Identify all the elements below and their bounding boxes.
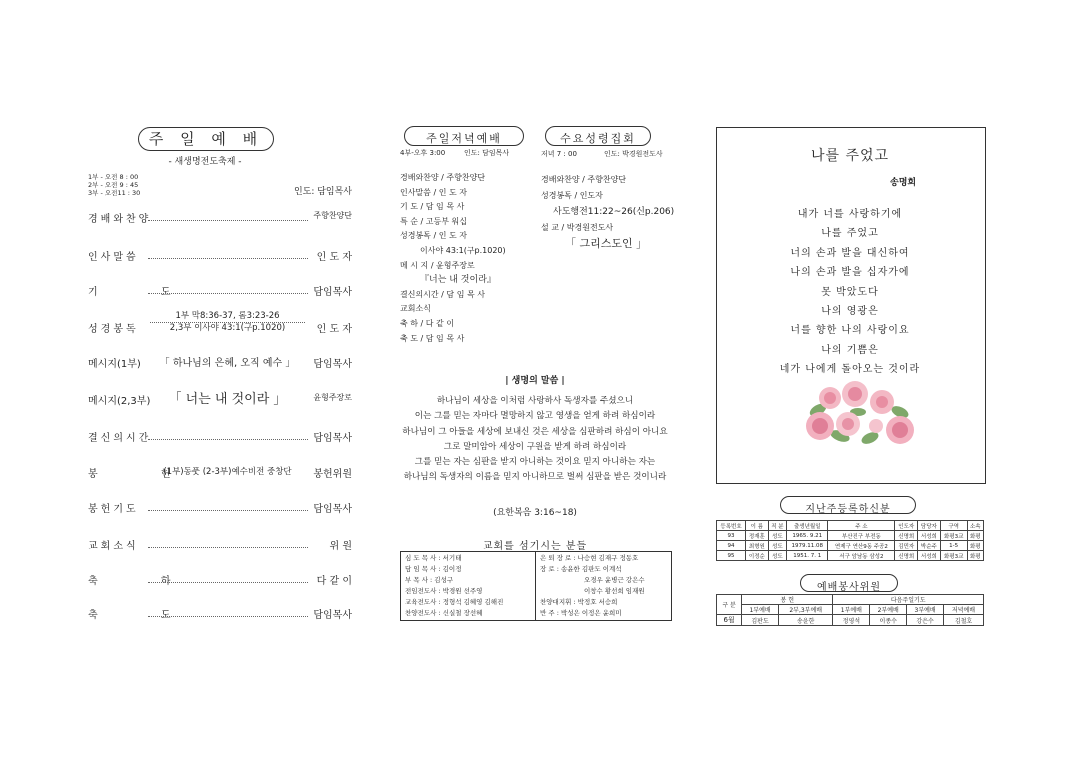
wednesday-time: 저녁 7 : 00 — [541, 150, 577, 158]
table-row — [717, 615, 984, 626]
order-label-8: 봉헌기도 — [88, 504, 139, 515]
table-header-row — [717, 521, 984, 531]
servant-left-4: 교육전도사 : 정형석 김혜영 김해진 — [405, 598, 504, 606]
table-cell: 93 — [717, 531, 746, 541]
poem-body — [716, 205, 984, 380]
table-cell: 서구 암남동 삼성2 — [828, 551, 895, 561]
table-cell: 김철호 — [944, 615, 984, 626]
evening-line-2: 기 도 / 담 임 목 사 — [400, 202, 465, 212]
evening-line-4: 성경봉독 / 인 도 자 — [400, 231, 467, 241]
evening-line-11: 축 도 / 담 임 목 사 — [400, 333, 465, 343]
evening-line-0: 경배와찬양 / 주향찬양단 — [400, 173, 486, 182]
rose-illustration — [800, 380, 922, 456]
evening-officiant: 인도: 담임목사 — [464, 149, 510, 157]
table-cell: 이종수 — [870, 615, 907, 626]
table-cell: 신명희 — [895, 531, 918, 541]
table-cell: 강은수 — [907, 615, 944, 626]
servant-right-4: 찬양대지휘 : 박정호 서승희 — [540, 598, 618, 606]
order-middle-7: (1부)동풋 (2-3부)예수비전 중창단 — [163, 467, 292, 477]
header-cell: 등록번호 — [717, 521, 746, 531]
volunteers-title — [800, 574, 898, 592]
table-row — [717, 541, 984, 551]
poem-line-2: 너의 손과 발을 대신하여 — [790, 247, 910, 259]
poem-line-6: 너를 향한 나의 사랑이요 — [790, 325, 910, 337]
poem-line-3: 나의 손과 발을 십자가에 — [790, 267, 910, 279]
poem-line-0: 내가 너를 사랑하기에 — [797, 209, 903, 220]
servants-left — [405, 553, 533, 619]
word-line-0: 하나님이 세상을 이처럼 사랑하사 독생자를 주셨으니 — [436, 396, 634, 406]
leader — [148, 258, 308, 259]
header-cell: 담당자 — [918, 521, 941, 531]
evening-line-1: 인사말씀 / 인 도 자 — [400, 187, 467, 197]
table-subheader-row — [717, 605, 984, 615]
order-right-3: 인 도 자 — [316, 324, 352, 335]
morning-officiant: 인도: 담임목사 — [293, 187, 352, 197]
wednesday-order — [541, 172, 674, 252]
time-3: 3부 - 오전11 : 30 — [88, 189, 141, 197]
leader — [148, 293, 308, 294]
table-cell: 1965. 9.21 — [787, 531, 828, 541]
header-cell: 직 분 — [768, 521, 786, 531]
subheader-cell: 1부예배 — [742, 605, 779, 615]
subheader-cell: 2부,3부예배 — [779, 605, 833, 615]
order-right-0: 주향찬양단 — [313, 211, 352, 220]
servants-divider — [535, 552, 536, 620]
order-label-9: 교회소식 — [88, 541, 139, 552]
newcomers-title-text: 지난주등록하신분 — [805, 504, 891, 515]
table-cell: 신명희 — [895, 551, 918, 561]
order-right-2: 담임목사 — [313, 287, 352, 298]
word-title: | 생명의 말씀 | — [505, 376, 565, 386]
leader — [148, 510, 308, 511]
poem-author: 송명희 — [890, 178, 917, 188]
volunteers-title-text: 예배봉사위원 — [817, 582, 881, 593]
table-cell: 94 — [717, 541, 746, 551]
table-header-row — [717, 595, 984, 605]
header-cell: 출생년월일 — [787, 521, 828, 531]
order-label-2: 기 도 — [88, 287, 201, 298]
word-line-3: 그로 말미암아 세상이 구원을 받게 하려 하심이라 — [443, 441, 627, 452]
poem-title: 나를 주었고 — [810, 148, 890, 164]
wednesday-title-text: 수요성령집회 — [560, 132, 636, 145]
volunteers-table — [716, 594, 984, 626]
newcomers-table — [716, 520, 984, 561]
time-1: 1부 - 오전 8 : 00 — [88, 173, 139, 181]
wednesday-line-0: 경배와찬양 / 주향찬양단 — [541, 175, 627, 184]
table-cell: 화평 — [967, 541, 983, 551]
wednesday-line-1: 성경봉독 / 인도자 — [541, 191, 603, 200]
leader — [148, 547, 308, 548]
order-right-9: 위 원 — [329, 541, 352, 552]
scripture-2: 2,3부 이사야 43:1(구p.1020) — [169, 323, 286, 333]
order-right-5: 윤형주장로 — [313, 393, 352, 402]
word-reference: (요한복음 3:16~18) — [493, 508, 577, 518]
month-cell: 6월 — [717, 615, 742, 626]
evening-line-9: 교회소식 — [400, 304, 431, 314]
evening-order — [400, 171, 506, 346]
order-label-11: 축 도 — [88, 610, 201, 621]
subheader-cell: 1부예배 — [833, 605, 870, 615]
poem-line-1: 나를 주었고 — [821, 228, 879, 240]
table-cell: 이정순 — [746, 551, 769, 561]
servant-right-0: 은 퇴 장 로 : 나승현 김재구 정동호 — [540, 554, 639, 562]
table-cell: 화평3교 — [940, 531, 967, 541]
evening-title — [404, 126, 524, 146]
word-line-4: 그를 믿는 자는 심판을 받지 아니하는 것이요 믿지 아니하는 자는 — [414, 457, 656, 468]
wednesday-title — [545, 126, 651, 146]
evening-line-6: 메 시 지 / 윤형주장로 — [400, 260, 475, 270]
order-right-8: 담임목사 — [313, 504, 352, 515]
servant-left-2: 부 목 사 : 김성구 — [405, 576, 454, 584]
servant-right-3: 이창수 황선희 임재원 — [584, 587, 645, 595]
servant-right-2: 오경우 윤병근 강은수 — [584, 576, 645, 584]
poem-line-8: 네가 나에게 돌아오는 것이라 — [779, 364, 921, 376]
time-2: 2부 - 오전 9 : 45 — [88, 181, 139, 189]
table-cell: 서성희 — [918, 551, 941, 561]
header-cell: 구역 — [940, 521, 967, 531]
order-label-7: 봉 헌 — [88, 469, 201, 480]
servant-right-1: 장 로 : 송윤한 김판도 이계석 — [540, 565, 622, 573]
word-line-2: 하나님이 그 아들을 세상에 보내신 것은 세상을 심판하려 하심이 아니요 — [402, 426, 668, 437]
order-right-11: 담임목사 — [313, 610, 352, 621]
service-times — [88, 173, 140, 197]
order-right-6: 담임목사 — [313, 433, 352, 444]
evening-line-10: 축 하 / 다 같 이 — [400, 318, 455, 328]
poem-line-7: 나의 기쁨은 — [821, 344, 879, 356]
table-cell: 최형원 — [746, 541, 769, 551]
header-cell: 인도자 — [895, 521, 918, 531]
evening-time: 4부-오후 3:00 — [400, 149, 446, 157]
servants-box — [400, 551, 672, 621]
table-row — [717, 531, 984, 541]
order-label-1: 인사말씀 — [88, 252, 139, 263]
header-cell: 주 소 — [828, 521, 895, 531]
table-cell: 정영석 — [833, 615, 870, 626]
table-cell: 김민자 — [895, 541, 918, 551]
table-cell: 1-5 — [940, 541, 967, 551]
morning-title — [138, 127, 274, 151]
evening-title-text: 주일저녁예배 — [426, 132, 502, 145]
servants-title: 교회를 섬기시는 분들 — [482, 541, 588, 552]
leader — [148, 439, 308, 440]
servant-left-1: 담 임 목 사 : 김이정 — [405, 565, 462, 573]
table-cell: 정재훈 — [746, 531, 769, 541]
order-right-10: 다 같 이 — [316, 576, 352, 587]
subheader-cell: 2부예배 — [870, 605, 907, 615]
table-cell: 서성희 — [918, 531, 941, 541]
order-label-0: 경배와찬양 — [88, 214, 152, 225]
table-cell: 성도 — [768, 531, 786, 541]
wednesday-officiant: 인도: 박경원전도사 — [604, 150, 663, 158]
evening-line-7: 『너는 내 것이라』 — [420, 275, 496, 286]
order-middle-3 — [150, 311, 305, 334]
wednesday-line-2: 사도행전11:22~26(신p.206) — [553, 207, 675, 217]
word-line-5: 하나님의 독생자의 이름을 믿지 아니하므로 벌써 심판을 받은 것이니라 — [403, 472, 667, 483]
poem-line-5: 나의 영광은 — [821, 306, 879, 318]
order-label-5: 메시지(2,3부) — [88, 396, 151, 407]
table-cell: 1951. 7. 1 — [787, 551, 828, 561]
header-cell: 이 름 — [746, 521, 769, 531]
leader — [148, 582, 308, 583]
wednesday-line-4: 「 그리스도인 」 — [565, 237, 648, 250]
servant-left-0: 심 도 목 사 : 서기태 — [405, 554, 462, 562]
leader — [148, 616, 308, 617]
table-cell: 김판도 — [742, 615, 779, 626]
servant-left-5: 찬양전도사 : 신실철 장선혜 — [405, 609, 483, 617]
table-cell: 95 — [717, 551, 746, 561]
order-right-1: 인 도 자 — [316, 252, 352, 263]
col-label: 구 분 — [717, 595, 742, 615]
header-cell: 소속 — [967, 521, 983, 531]
table-cell: 송윤한 — [779, 615, 833, 626]
wednesday-line-3: 설 교 / 박경원전도사 — [541, 223, 614, 232]
evening-line-8: 결신의시간 / 담 임 목 사 — [400, 289, 485, 299]
evening-line-3: 특 순 / 고등부 워십 — [400, 216, 467, 226]
order-middle-5: 「 너는 내 것이라 」 — [168, 392, 287, 407]
servant-left-3: 전임전도사 : 박경원 선주영 — [405, 587, 483, 595]
order-right-7: 봉헌위원 — [313, 469, 352, 480]
word-line-1: 이는 그를 믿는 자마다 멸망하지 않고 영생을 얻게 하려 하심이라 — [414, 411, 656, 422]
table-row — [717, 551, 984, 561]
table-cell: 화평 — [967, 531, 983, 541]
table-cell: 성도 — [768, 541, 786, 551]
newcomers-title — [780, 496, 916, 514]
table-cell: 박순주 — [918, 541, 941, 551]
scripture-1: 1부 막8:36-37, 롬3:23-26 — [150, 311, 305, 323]
order-label-4: 메시지(1부) — [88, 359, 141, 370]
group-header: 봉 헌 — [742, 595, 833, 605]
poem-line-4: 못 박았도다 — [821, 286, 879, 298]
order-middle-4: 「 하나님의 은혜, 오직 예수 」 — [159, 358, 296, 369]
table-cell: 부산진구 부전동 — [828, 531, 895, 541]
group-header: 다음주일기도 — [833, 595, 984, 605]
table-cell: 화평3교 — [940, 551, 967, 561]
table-cell: 성도 — [768, 551, 786, 561]
servant-right-5: 반 주 : 박성은 이정은 윤희미 — [540, 609, 622, 617]
subheader-cell: 3부예배 — [907, 605, 944, 615]
order-label-10: 축 하 — [88, 576, 201, 587]
evening-line-5: 이사야 43:1(구p.1020) — [420, 245, 506, 255]
table-cell: 화평 — [967, 551, 983, 561]
morning-title-text: 주 일 예 배 — [148, 130, 264, 148]
table-cell: 1979.11.08 — [787, 541, 828, 551]
order-right-4: 담임목사 — [313, 359, 352, 370]
servants-right — [540, 553, 668, 619]
subheader-cell: 저녁예배 — [944, 605, 984, 615]
table-cell: 연제구 연산9동 주공2 — [828, 541, 895, 551]
morning-subtitle: - 새생명전도축제 - — [168, 157, 242, 167]
word-body — [395, 394, 675, 486]
leader — [148, 220, 308, 221]
order-label-6: 결신의시간 — [88, 433, 152, 444]
order-label-3: 성경봉독 — [88, 324, 139, 335]
